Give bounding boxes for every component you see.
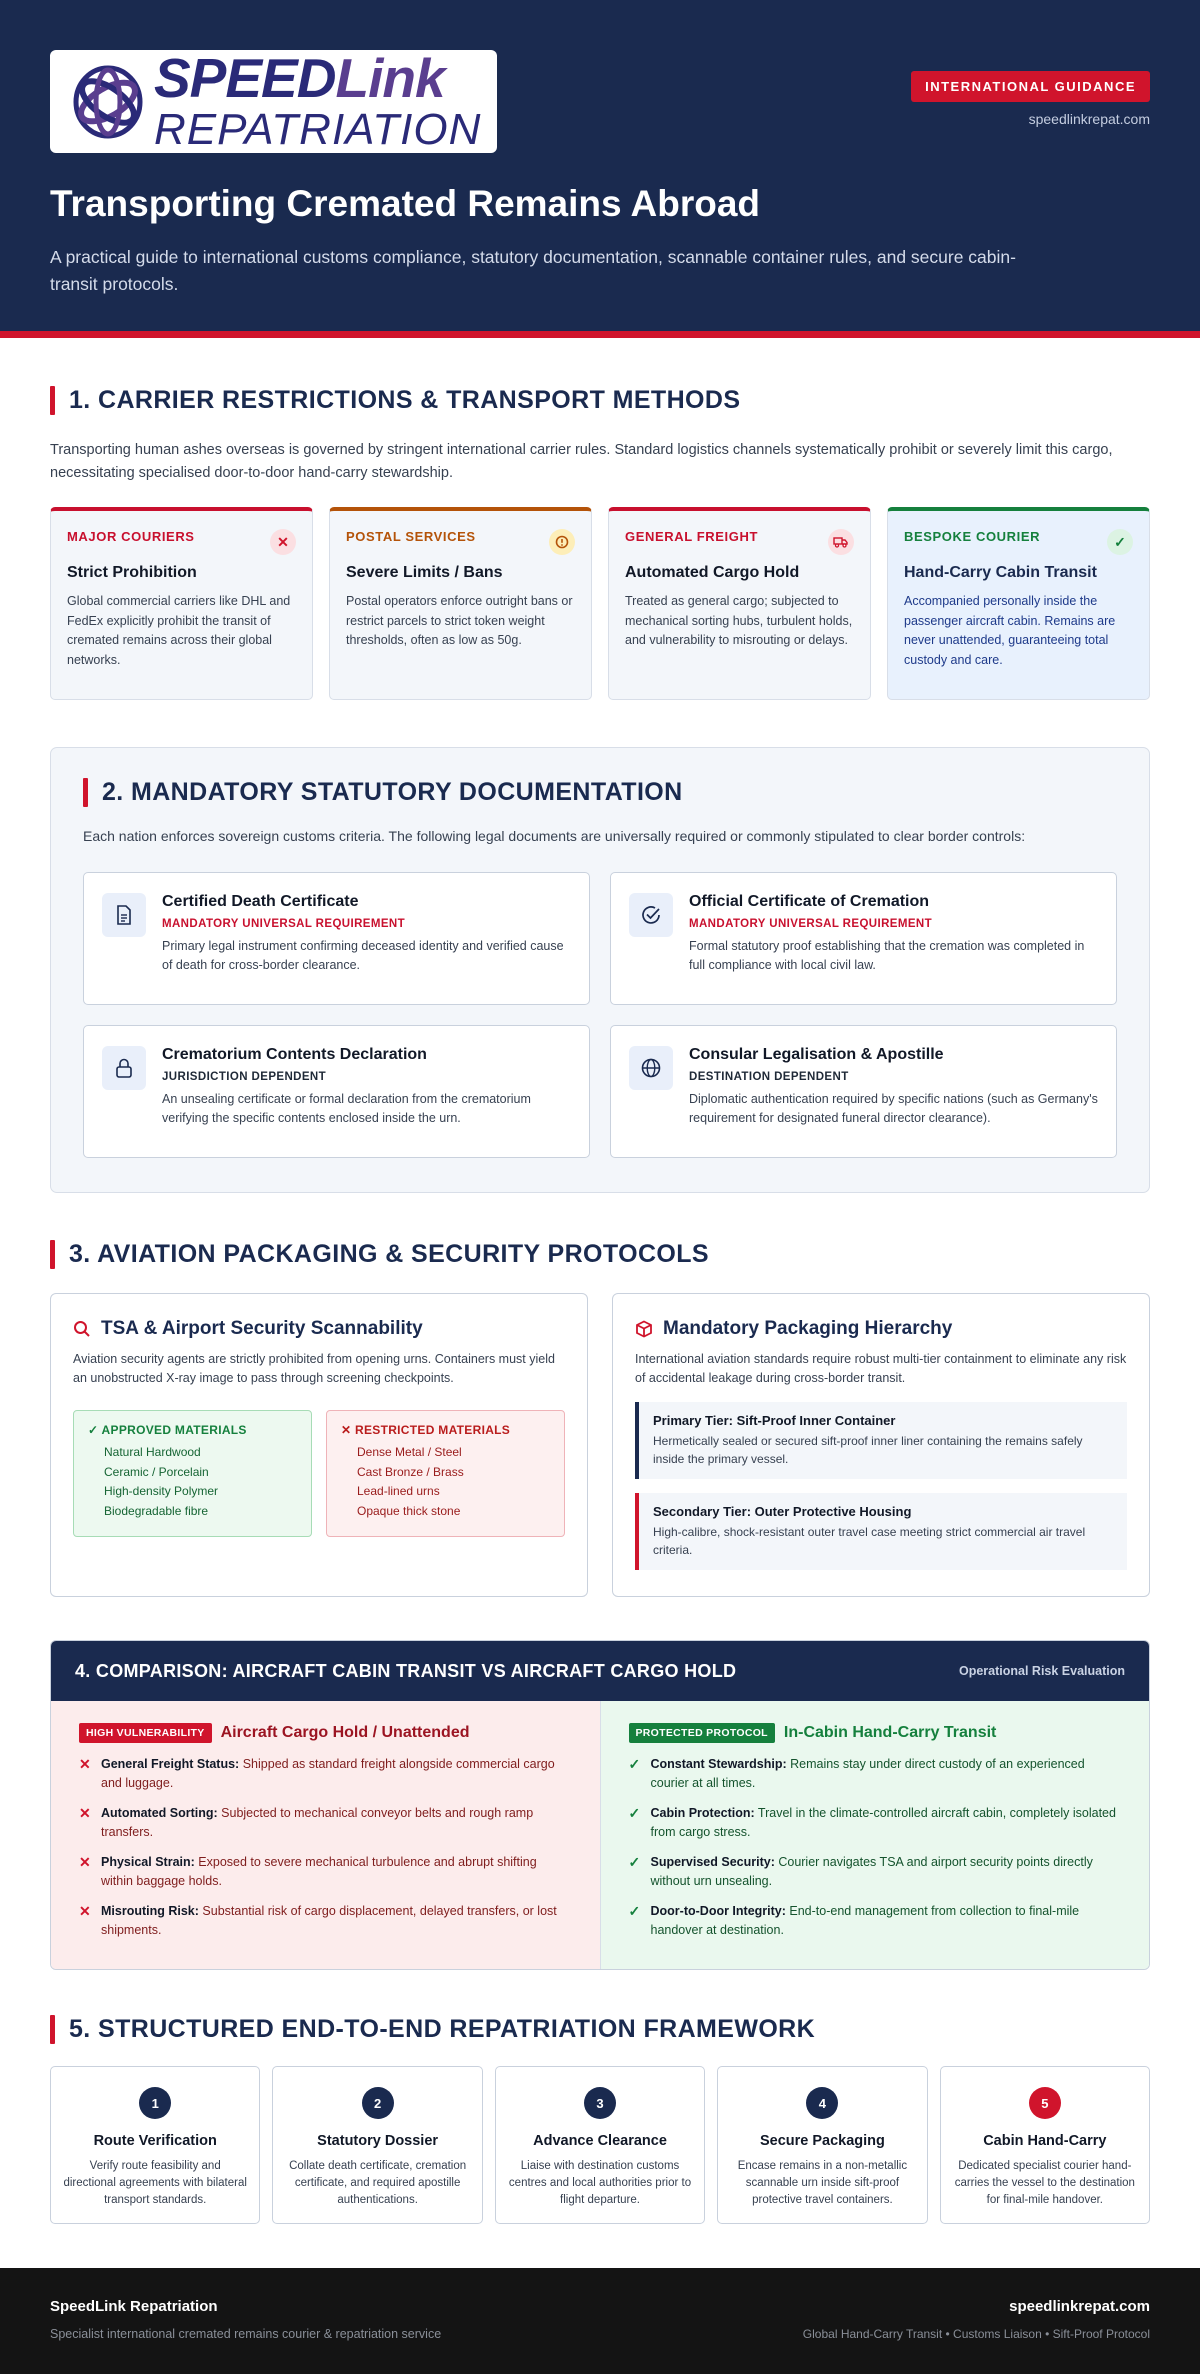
page-subtitle: A practical guide to international customs compliance, statutory documentation, scannable container rules, and secure cabin-transit protocols. [50, 247, 1016, 294]
step-title: Secure Packaging [759, 2133, 885, 2149]
approved-material-item: Ceramic / Porcelain [104, 1464, 209, 1479]
comparison-item [629, 1755, 1122, 1793]
requirement-label: MANDATORY UNIVERSAL REQUIREMENT [162, 918, 406, 930]
search-icon [73, 1320, 91, 1338]
high-vulnerability-pill: HIGH VULNERABILITY [79, 1723, 212, 1743]
comparison-table [50, 1640, 1150, 1970]
approved-title: APPROVED MATERIALS [101, 1423, 247, 1437]
x-icon: ✕ [270, 529, 296, 555]
section-intro: Each nation enforces sovereign customs criteria. The following legal documents are universally required or commonly stipulated to clear border controls: [83, 828, 1026, 844]
check-icon: ✓ [628, 1903, 641, 1919]
check-circle-icon [629, 893, 673, 937]
comparison-heading: 4. COMPARISON: AIRCRAFT CABIN TRANSIT VS AIRCRAFT CARGO HOLD [75, 1660, 737, 1681]
column-title: In-Cabin Hand-Carry Transit [783, 1724, 997, 1741]
step-number: 1 [139, 2087, 171, 2119]
page-header [0, 0, 1200, 338]
document-text: Formal statutory proof establishing that the cremation was completed in full compliance with local civil law. [689, 939, 1085, 972]
comparison-item [79, 1755, 572, 1793]
item-text: Remains stay under direct custody of an experienced courier at all times. [650, 1757, 1085, 1790]
comparison-item [79, 1902, 572, 1940]
approved-material-item: Biodegradable fibre [104, 1503, 209, 1518]
section-heading: 3. AVIATION PACKAGING & SECURITY PROTOCOLS [50, 1240, 1150, 1269]
item-text: Substantial risk of cargo displacement, delayed transfers, or lost shipments. [101, 1904, 557, 1937]
packaging-hierarchy-card [612, 1293, 1150, 1597]
check-icon: ✓ [628, 1805, 641, 1821]
item-text: Shipped as standard freight alongside commercial cargo and luggage. [101, 1757, 555, 1790]
framework-step [940, 2066, 1150, 2224]
item-text: Travel in the climate-controlled aircraft cabin, completely isolated from cargo stress. [650, 1806, 1116, 1839]
column-title: Aircraft Cargo Hold / Unattended [220, 1724, 470, 1741]
card-title: Strict Prohibition [67, 564, 197, 581]
step-number: 5 [1029, 2087, 1061, 2119]
step-text: Verify route feasibility and directional agreements with bilateral transport standards. [63, 2160, 247, 2206]
restricted-material-item: Lead-lined urns [357, 1484, 440, 1498]
step-text: Collate death certificate, cremation certificate, and required apostille authentications. [289, 2160, 467, 2206]
document-title: Consular Legalisation & Apostille [689, 1046, 944, 1063]
carrier-card [329, 507, 592, 700]
approved-materials-box [73, 1410, 312, 1537]
card-text: Global commercial carriers like DHL and FedEx explicitly prohibit the transit of cremated remains across their global networks. [67, 594, 291, 667]
item-label: Physical Strain: [101, 1855, 195, 1869]
section-heading: 5. STRUCTURED END-TO-END REPATRIATION FRAMEWORK [50, 2015, 1150, 2044]
x-icon: ✕ [79, 1903, 91, 1919]
item-label: Misrouting Risk: [101, 1904, 199, 1918]
section-packaging [50, 1240, 1150, 1269]
card-title: Mandatory Packaging Hierarchy [663, 1318, 953, 1339]
comparison-item [79, 1853, 572, 1891]
item-label: Supervised Security: [650, 1855, 775, 1869]
card-tag: POSTAL SERVICES [346, 529, 476, 544]
tier-title: Primary Tier: Sift-Proof Inner Container [653, 1413, 896, 1428]
footer-site-link[interactable]: speedlinkrepat.com [1009, 2298, 1150, 2315]
document-title: Crematorium Contents Declaration [162, 1046, 427, 1063]
secondary-tier [635, 1493, 1127, 1570]
footer-brand: SpeedLink Repatriation [50, 2298, 218, 2315]
item-label: Cabin Protection: [650, 1806, 755, 1820]
document-text: Primary legal instrument confirming deceased identity and verified cause of death for cross-border clearance. [162, 939, 564, 972]
item-label: Door-to-Door Integrity: [650, 1904, 786, 1918]
carrier-card [50, 507, 313, 700]
item-label: General Freight Status: [101, 1757, 240, 1771]
step-text: Dedicated specialist courier hand-carries the vessel to the destination for final-mile handover. [954, 2160, 1135, 2206]
requirement-label: JURISDICTION DEPENDENT [162, 1071, 327, 1083]
card-title: TSA & Airport Security Scannability [101, 1318, 423, 1339]
card-title: Severe Limits / Bans [346, 564, 503, 581]
requirement-label: DESTINATION DEPENDENT [689, 1071, 849, 1083]
check-icon: ✓ [628, 1756, 641, 1772]
card-text: Accompanied personally inside the passenger aircraft cabin. Remains are never unattended, guaranteeing total custody and care. [904, 594, 1116, 667]
framework-step [717, 2066, 927, 2224]
check-icon: ✓ [628, 1854, 641, 1870]
brand-logo[interactable] [50, 47, 497, 154]
item-text: Subjected to mechanical conveyor belts and rough ramp transfers. [101, 1806, 534, 1839]
tier-title: Secondary Tier: Outer Protective Housing [653, 1504, 912, 1519]
step-title: Advance Clearance [533, 2133, 667, 2149]
protected-protocol-pill: PROTECTED PROTOCOL [629, 1723, 775, 1743]
restricted-material-item: Cast Bronze / Brass [357, 1464, 464, 1479]
item-text: Exposed to severe mechanical turbulence and abrupt shifting within baggage holds. [101, 1855, 537, 1888]
restricted-materials-box [326, 1410, 565, 1537]
document-card [610, 872, 1117, 1005]
footer-services: Global Hand-Carry Transit • Customs Liaison • Sift-Proof Protocol [802, 2327, 1150, 2341]
document-icon [102, 893, 146, 937]
carrier-card [887, 507, 1150, 700]
tier-text: Hermetically sealed or secured sift-proof inner liner containing the remains safely inside the primary vessel. [653, 1434, 1083, 1466]
x-icon: ✕ [341, 1423, 355, 1437]
step-number: 3 [584, 2087, 616, 2119]
card-tag: BESPOKE COURIER [904, 529, 1041, 544]
check-icon: ✓ [88, 1423, 102, 1437]
comparison-item [629, 1804, 1122, 1842]
document-title: Certified Death Certificate [162, 893, 359, 910]
approved-material-item: High-density Polymer [104, 1484, 219, 1498]
step-text: Encase remains in a non-metallic scannable urn inside sift-proof protective travel containers. [737, 2160, 908, 2206]
comparison-item [629, 1853, 1122, 1891]
carrier-card [608, 507, 871, 700]
cabin-transit-column [601, 1701, 1150, 1970]
item-label: Automated Sorting: [101, 1806, 218, 1820]
tier-text: High-calibre, shock-resistant outer travel case meeting strict commercial air travel criteria. [653, 1525, 1086, 1557]
document-card [83, 872, 590, 1005]
cargo-hold-column [51, 1701, 601, 1970]
comparison-item [79, 1804, 572, 1842]
framework-step [272, 2066, 482, 2224]
step-title: Statutory Dossier [317, 2133, 439, 2149]
requirement-label: MANDATORY UNIVERSAL REQUIREMENT [689, 918, 933, 930]
card-text: Treated as general cargo; subjected to mechanical sorting hubs, turbulent holds, and vulnerability to misrouting or delays. [625, 594, 853, 647]
x-icon: ✕ [79, 1805, 91, 1821]
step-title: Route Verification [93, 2133, 217, 2149]
alert-icon [549, 529, 575, 555]
section-heading: 2. MANDATORY STATUTORY DOCUMENTATION [83, 778, 1117, 807]
section-carrier-restrictions [50, 386, 1150, 700]
framework-step [50, 2066, 260, 2224]
step-number: 2 [362, 2087, 394, 2119]
security-scannability-card [50, 1293, 588, 1597]
logo-word-link: Link [335, 47, 445, 109]
item-label: Constant Stewardship: [650, 1757, 787, 1771]
card-text: Aviation security agents are strictly prohibited from opening urns. Containers must yield an unobstructed X-ray image to pass through screening checkpoints. [73, 1352, 555, 1385]
card-tag: MAJOR COURIERS [67, 529, 195, 544]
comparison-item [629, 1902, 1122, 1940]
restricted-title: RESTRICTED MATERIALS [355, 1423, 511, 1437]
globe-logo-icon [72, 63, 144, 141]
logo-word-repatriation: REPATRIATION [154, 105, 482, 154]
step-title: Cabin Hand-Carry [983, 2133, 1107, 2149]
lock-icon [102, 1046, 146, 1090]
document-text: An unsealing certificate or formal declaration from the crematorium verifying the specific contents enclosed inside the urn. [162, 1092, 531, 1125]
card-text: International aviation standards require robust multi-tier containment to eliminate any risk of accidental leakage during cross-border transit. [635, 1352, 1127, 1385]
approved-material-item: Natural Hardwood [104, 1445, 201, 1459]
logo-word-speed: SPEED [154, 47, 336, 109]
step-text: Liaise with destination customs centres and local authorities prior to flight departure. [508, 2160, 692, 2206]
package-icon [635, 1320, 653, 1338]
card-tag: GENERAL FREIGHT [625, 529, 758, 544]
restricted-material-item: Opaque thick stone [357, 1503, 461, 1518]
footer-tagline: Specialist international cremated remains courier & repatriation service [50, 2327, 442, 2341]
x-icon: ✕ [79, 1756, 91, 1772]
risk-evaluation-label: Operational Risk Evaluation [958, 1664, 1125, 1678]
document-text: Diplomatic authentication required by specific nations (such as Germany's requirement for designated funeral director clearance). [689, 1092, 1098, 1125]
primary-tier [635, 1402, 1127, 1479]
truck-icon [828, 529, 854, 555]
document-card [83, 1025, 590, 1158]
document-card [610, 1025, 1117, 1158]
page-footer [0, 2268, 1200, 2374]
document-title: Official Certificate of Cremation [689, 893, 930, 910]
page-title: Transporting Cremated Remains Abroad [50, 183, 760, 224]
section-documentation [50, 747, 1150, 1193]
card-title: Automated Cargo Hold [625, 564, 800, 581]
international-guidance-badge: INTERNATIONAL GUIDANCE [911, 71, 1150, 102]
section-heading: 1. CARRIER RESTRICTIONS & TRANSPORT METHODS [50, 386, 1150, 415]
section-intro: Transporting human ashes overseas is governed by stringent international carrier rules. Standard logistics channels systematically prohibit or severely limit this cargo, necessitating specialised door-to-door hand-carry stewardship. [50, 442, 1113, 481]
section-framework [50, 2015, 1150, 2224]
header-site-link[interactable]: speedlinkrepat.com [1028, 111, 1150, 127]
card-text: Postal operators enforce outright bans or restrict parcels to strict token weight thresholds, often as low as 50g. [346, 594, 573, 647]
restricted-material-item: Dense Metal / Steel [357, 1445, 462, 1459]
item-text: Courier navigates TSA and airport security points directly without urn unsealing. [650, 1855, 1093, 1888]
globe-icon [629, 1046, 673, 1090]
check-icon: ✓ [1107, 529, 1133, 555]
item-text: End-to-end management from collection to final-mile handover at destination. [650, 1904, 1080, 1937]
framework-step [495, 2066, 705, 2224]
step-number: 4 [806, 2087, 838, 2119]
card-title: Hand-Carry Cabin Transit [904, 564, 1097, 581]
x-icon: ✕ [79, 1854, 91, 1870]
